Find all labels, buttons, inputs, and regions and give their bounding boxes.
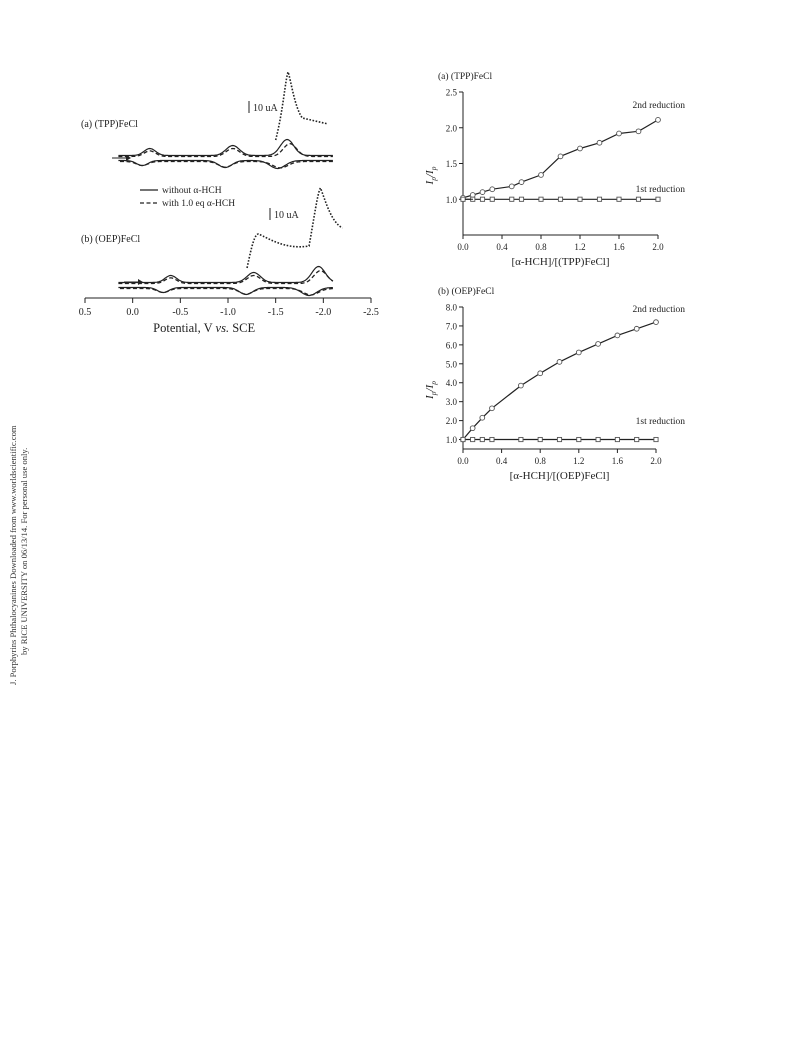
tpp-x-tick-label: 0.8: [535, 242, 547, 252]
tpp-1st-reduction-point: [461, 197, 465, 201]
tpp-1st-reduction-point: [519, 197, 523, 201]
tpp-2nd-reduction-point: [597, 140, 602, 145]
oep-y-tick-label: 3.0: [445, 397, 457, 408]
tpp-series-label-1st-reduction: 1st reduction: [635, 185, 685, 195]
oep-2nd-reduction-point: [596, 342, 601, 347]
oep-1st-reduction-point: [471, 437, 475, 441]
tpp-2nd-reduction-point: [509, 184, 514, 189]
cv-panel-tpp-scalebar-label: 10 uA: [253, 103, 278, 114]
tpp-1st-reduction-point: [636, 197, 640, 201]
oep-1st-reduction-point: [490, 437, 494, 441]
tpp-title: (a) (TPP)FeCl: [438, 72, 493, 82]
oep-chart: [424, 286, 685, 482]
oep-y-tick-label: 6.0: [445, 340, 457, 351]
oep-title: (b) (OEP)FeCl: [438, 287, 495, 297]
tpp-1st-reduction-point: [656, 197, 660, 201]
tpp-y-tick-label: 1.5: [445, 159, 457, 169]
cv-x-tick-label: -1.0: [220, 307, 236, 318]
cv-chart: [79, 72, 379, 335]
tpp-chart: [424, 71, 685, 268]
oep-x-tick-label: 0.0: [457, 456, 469, 466]
oep-series-label-2nd-reduction: 2nd reduction: [632, 305, 685, 315]
oep-1st-reduction-point: [577, 437, 581, 441]
cv-tpp-catalytic-wave: [276, 72, 328, 140]
oep-1st-reduction-point: [596, 437, 600, 441]
cv-panel-oep-label: (b) (OEP)FeCl: [81, 234, 141, 245]
tpp-1st-reduction-point: [578, 197, 582, 201]
tpp-2nd-reduction-point: [519, 180, 524, 185]
cv-oep-catalytic-wave: [247, 188, 342, 268]
tpp-2nd-reduction-point: [656, 117, 661, 122]
tpp-x-tick-label: 2.0: [652, 242, 664, 252]
tpp-x-tick-label: 0.0: [457, 242, 469, 252]
tpp-1st-reduction-point: [617, 197, 621, 201]
oep-y-axis-title: $I_p/I_p$: [424, 381, 438, 399]
tpp-2nd-reduction-point: [490, 187, 495, 192]
tpp-1st-reduction-point: [510, 197, 514, 201]
oep-series-label-1st-reduction: 1st reduction: [635, 417, 685, 427]
cv-oep-without-forward: [118, 267, 333, 283]
oep-2nd-reduction-point: [538, 371, 543, 376]
oep-x-tick-label: 0.8: [534, 456, 546, 466]
cv-panel-tpp-label: (a) (TPP)FeCl: [81, 119, 138, 130]
oep-2nd-reduction-point: [654, 320, 659, 325]
oep-1st-reduction-point: [519, 437, 523, 441]
tpp-1st-reduction-point: [480, 197, 484, 201]
oep-2nd-reduction-point: [557, 360, 562, 365]
oep-1st-reduction-point: [480, 437, 484, 441]
oep-2nd-reduction-point: [634, 326, 639, 331]
cv-panel-tpp: [81, 72, 333, 169]
cv-x-axis-title: Potential, V vs. SCE: [153, 321, 256, 335]
tpp-2nd-reduction-point: [470, 193, 475, 198]
cv-legend: [140, 186, 235, 209]
oep-x-tick-label: 0.4: [495, 456, 508, 466]
oep-x-axis-title: [α-HCH]/[(OEP)FeCl]: [509, 470, 610, 482]
tpp-y-axis-title: $I_p/I_p$: [424, 166, 438, 185]
oep-2nd-reduction-point: [615, 333, 620, 338]
cv-x-tick-label: 0.0: [126, 307, 139, 318]
watermark-line-1: J. Porphyrins Phthalocyanines Downloaded from www.worldscientific.com: [8, 425, 18, 685]
oep-series-2nd-reduction-line: [463, 322, 656, 439]
watermark-line-2: by RICE UNIVERSITY on 06/13/14. For personal use only.: [19, 447, 29, 655]
oep-x-tick-label: 2.0: [650, 456, 662, 466]
tpp-2nd-reduction-point: [578, 146, 583, 151]
cv-x-tick-label: 0.5: [78, 307, 92, 318]
tpp-2nd-reduction-point: [636, 129, 641, 134]
oep-2nd-reduction-point: [480, 415, 485, 420]
cv-x-tick-label: -1.5: [267, 307, 284, 318]
download-watermark: [6, 355, 32, 685]
oep-2nd-reduction-point: [576, 350, 581, 355]
tpp-x-tick-label: 0.4: [496, 242, 508, 252]
oep-1st-reduction-point: [538, 437, 542, 441]
oep-x-tick-label: 1.6: [611, 456, 624, 466]
oep-y-tick-label: 1.0: [445, 435, 457, 446]
tpp-2nd-reduction-point: [558, 154, 563, 159]
oep-1st-reduction-point: [557, 437, 561, 441]
tpp-y-tick-label: 2.0: [445, 123, 457, 134]
oep-y-tick-label: 7.0: [445, 321, 457, 332]
tpp-y-tick-label: 2.5: [445, 87, 457, 98]
tpp-2nd-reduction-point: [617, 131, 622, 136]
cv-legend-with: with 1.0 eq α-HCH: [162, 199, 236, 209]
oep-x-tick-label: 1.2: [573, 456, 585, 466]
cv-legend-without: without α-HCH: [162, 186, 222, 196]
oep-1st-reduction-point: [615, 437, 619, 441]
tpp-series-label-2nd-reduction: 2nd reduction: [632, 101, 685, 111]
oep-y-tick-label: 8.0: [445, 302, 457, 313]
oep-2nd-reduction-point: [519, 383, 524, 388]
tpp-2nd-reduction-point: [539, 173, 544, 178]
tpp-x-axis-title: [α-HCH]/[(TPP)FeCl]: [511, 256, 610, 268]
oep-y-tick-label: 5.0: [445, 359, 457, 370]
cv-oep-with-reverse: [118, 289, 333, 295]
cv-panel-oep-scalebar-label: 10 uA: [274, 210, 299, 221]
oep-1st-reduction-point: [654, 437, 658, 441]
cv-x-tick-label: -2.5: [363, 307, 379, 318]
oep-2nd-reduction-point: [470, 426, 475, 431]
oep-y-tick-label: 2.0: [445, 416, 457, 427]
tpp-y-tick-label: 1.0: [445, 194, 457, 205]
oep-y-tick-label: 4.0: [445, 378, 457, 389]
tpp-2nd-reduction-point: [480, 190, 485, 195]
oep-2nd-reduction-point: [490, 406, 495, 411]
tpp-1st-reduction-point: [490, 197, 494, 201]
tpp-1st-reduction-point: [597, 197, 601, 201]
oep-1st-reduction-point: [635, 437, 639, 441]
tpp-x-tick-label: 1.6: [613, 242, 625, 252]
tpp-1st-reduction-point: [539, 197, 543, 201]
oep-1st-reduction-point: [461, 437, 465, 441]
tpp-x-tick-label: 1.2: [574, 242, 586, 252]
cv-x-tick-label: -0.5: [172, 307, 189, 318]
cv-x-tick-label: -2.0: [315, 307, 332, 318]
tpp-1st-reduction-point: [558, 197, 562, 201]
